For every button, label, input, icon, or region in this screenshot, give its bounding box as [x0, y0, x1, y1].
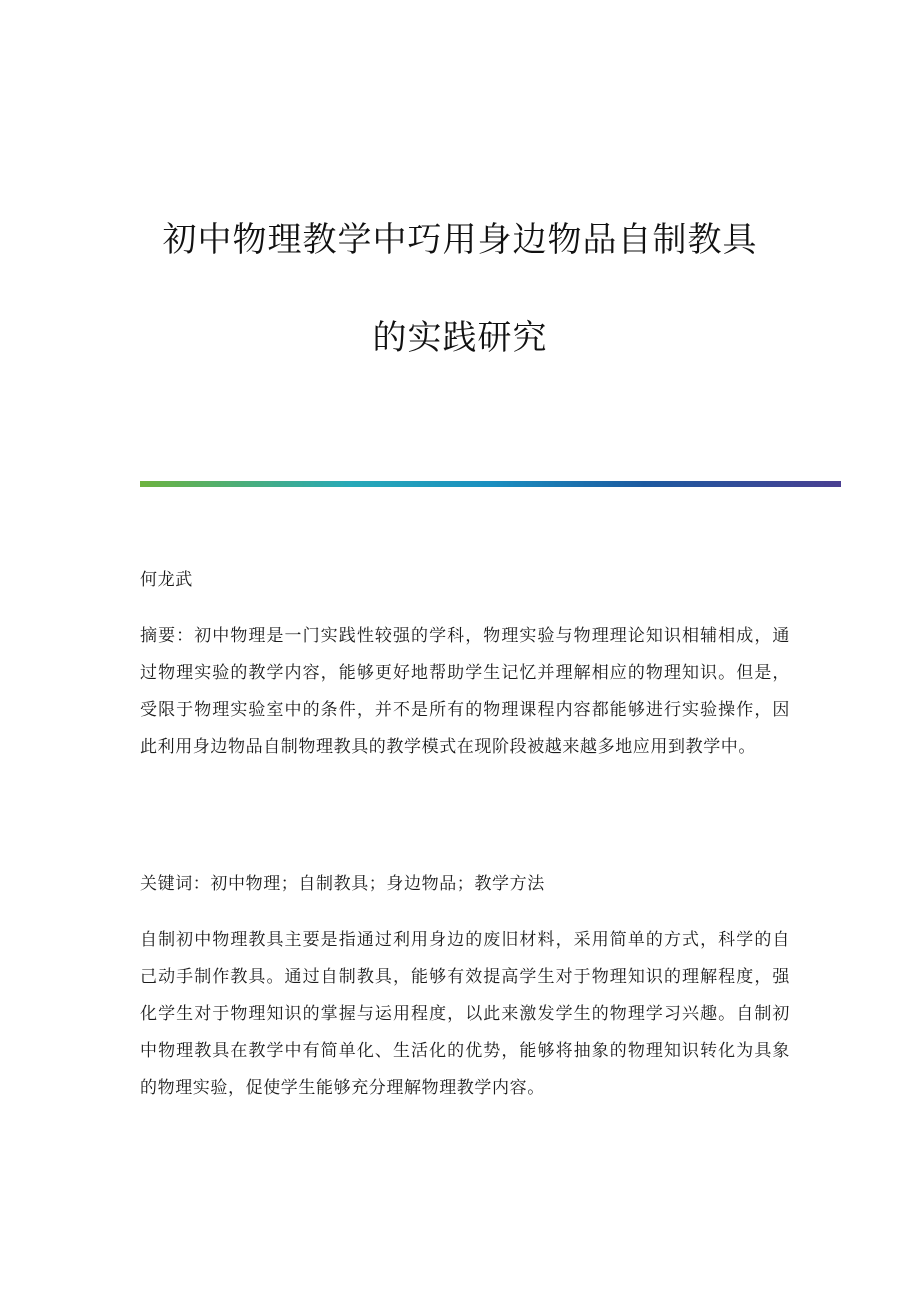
- document-title-line-1: 初中物理教学中巧用身边物品自制教具: [162, 220, 758, 260]
- document-title-line-2: 的实践研究: [372, 318, 548, 358]
- keywords-line: 关键词：初中物理；自制教具；身边物品；教学方法: [140, 874, 545, 894]
- abstract-paragraph: 摘要：初中物理是一门实践性较强的学科，物理实验与物理理论知识相辅相成，通过物理实验的教学内容，能够更好地帮助学生记忆并理解相应的物理知识。但是，受限于物理实验室中的条件，并不是所有的物理课程内容都能够进行实验操作，因此利用身边物品自制物理教具的教学模式在现阶段被越来越多地应用到教学中。: [140, 626, 790, 757]
- body-paragraph: 自制初中物理教具主要是指通过利用身边的废旧材料，采用简单的方式，科学的自己动手制作教具。通过自制教具，能够有效提高学生对于物理知识的理解程度，强化学生对于物理知识的掌握与运用程度，以此来激发学生的物理学习兴趣。自制初中物理教具在教学中有简单化、生活化的优势，能够将抽象的物理知识转化为具象的物理实验，促使学生能够充分理解物理教学内容。: [140, 930, 790, 1098]
- author-name: 何龙武: [140, 570, 193, 590]
- title-divider: [140, 481, 841, 487]
